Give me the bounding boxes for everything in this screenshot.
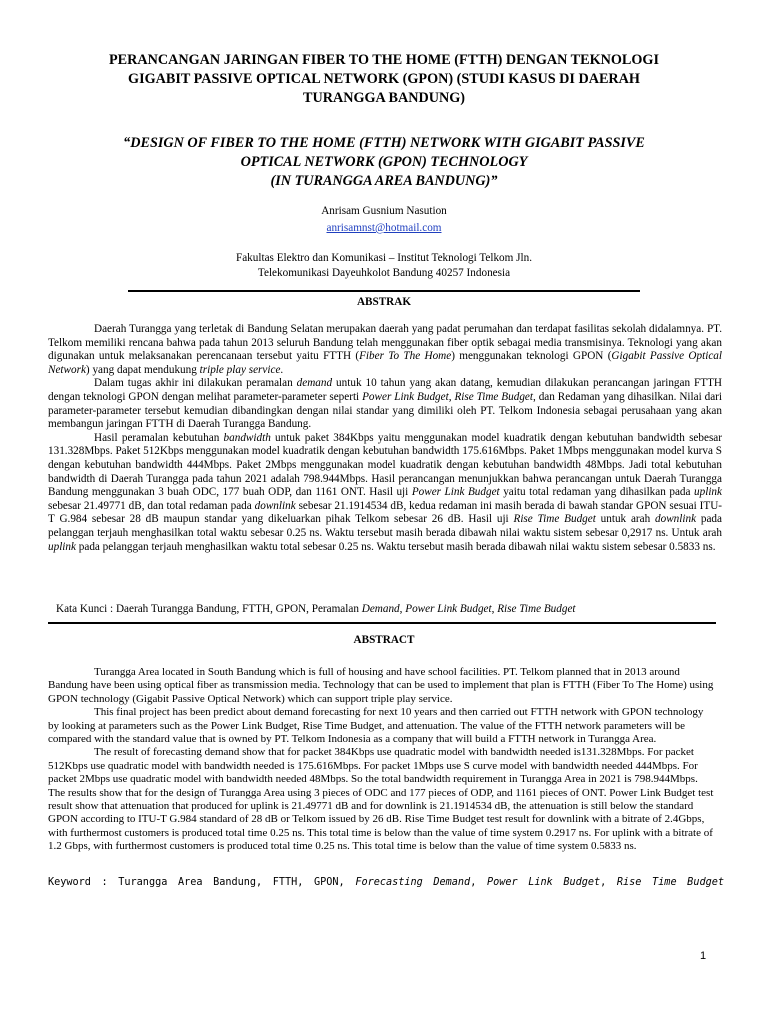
subtitle-line: OPTICAL NETWORK (GPON) TECHNOLOGY [240,154,528,170]
abstrak-body [48,323,722,554]
subtitle-line: “DESIGN OF FIBER TO THE HOME (FTTH) NETWORK WITH GIGABIT PASSIVE [123,135,645,151]
subtitle-line: (IN TURANGGA AREA BANDUNG)” [270,173,498,189]
abstrak-paragraph-2: Dalam tugas akhir ini dilakukan peramalan demand untuk 10 tahun yang akan datang, kemudian dilakukan perancangan jaringan FTTH dengan teknologi GPON dengan melihat parameter-parameter seperti Power Link Budget, Rise Time Budget, dan Redaman yang dihasilkan. Nilai dari parameter-parameter tersebut kemudian dibandingkan dengan nilai standar yang dimiliki oleh PT. Telkom Indonesia sebagai perusahaan yang akan membangun jaringan FTTH di Daerah Turangga Bandung. [48,377,723,431]
affiliation-line: Telekomunikasi Dayeuhkolot Bandung 40257 Indonesia [257,267,511,279]
author-name: Anrisam Gusnium Nasution [321,205,447,217]
affiliation-line: Fakultas Elektro dan Komunikasi – Institut Teknologi Telkom Jln. [235,252,533,264]
abstrak-paragraph-3: Hasil peramalan kebutuhan bandwidth untuk paket 384Kbps yaitu menggunakan model kuadratik dengan kebutuhan bandwidth sebesar 131.328Mbps. Paket 512Kbps menggunakan model kuadratik dengan kebutuhan bandwidth 175.616Mbps. Paket 1Mbps menggunakan model kurva S dengan kebutuhan bandwidth 444Mbps. Paket 2Mbps menggunakan model kuadratik dengan kebutuhan bandwidth 48Mbps. Jadi total kebutuhan bandwidth di Daerah Turangga pada tahun 2021 adalah 798.944Mbps. Hasil perancangan menunjukkan bahwa perancangan untuk Daerah Turangga Bandung menggunakan 3 buah ODC, 177 buah ODP, dan 1161 ONT. Hasil uji Power Link Budget yaitu total redaman yang dihasilkan pada uplink sebesar 21.49771 dB, dan total redaman pada downlink sebesar 21.1914534 dB, kedua redaman ini masih berada di bawah standar GPON sesuai ITU-T G.984 sebesar 28 dB maupun standar yang dikeluarkan pihak Telkom sebesar 26 dB. Hasil uji Rise Time Budget untuk arah downlink pada pelanggan terjauh menghasilkan total waktu sebesar 0.25 ns. Waktu tersebut masih berada dibawah nilai waktu sistem sebesar 0,2917 ns. Untuk arah uplink pada pelanggan terjauh menghasilkan waktu total sebesar 0.25 ns. Waktu tersebut masih berada dibawah nilai waktu sistem sebesar 0.5833 ns. [48,431,722,553]
abstrak-paragraph-1: Daerah Turangga yang terletak di Bandung Selatan merupakan daerah yang padat perumahan dan terdapat fasilitas sekolah didalamnya. PT. Telkom memiliki rencana bahwa pada tahun 2013 seluruh Bandung telah menggunakan fiber optik sebagai media transmisinya. Teknologi yang akan digunakan untuk melaksanakan perencanaan tersebut yaitu FTTH (Fiber To The Home) menggunakan teknologi GPON (Gigabit Passive Optical Network) yang dapat mendukung triple play service. [48,323,722,376]
abstract-heading: ABSTRACT [353,634,415,646]
abstract-paragraph-2: This final project has been predict about demand forecasting for next 10 years and then carried out FTTH network with GPON technology by looking at parameters such as the Power Link Budget, Rise Time Budget, and attenuation. The value of the FTTH network parameters will be compared with the standard value that is owned by PT. Telkom Indonesia as a company that will build a FTTH network in Turangga Area. [48,706,704,746]
abstract-body [48,666,716,854]
author-email-container [0,221,768,235]
abstract-keywords: Keyword : Turangga Area Bandung, FTTH, GPON, Forecasting Demand, Power Link Budget, Rise Time Budget [48,877,724,888]
paper-subtitle [60,134,708,191]
paper-title [60,51,708,108]
affiliation [0,251,768,281]
author-email-link[interactable]: anrisamnst@hotmail.com [326,222,442,234]
abstrak-keywords: Kata Kunci : Daerah Turangga Bandung, FTTH, GPON, Peramalan Demand, Power Link Budget, Rise Time Budget [56,603,576,615]
middle-divider [48,622,716,624]
top-divider [128,290,640,292]
abstrak-heading: ABSTRAK [356,296,412,308]
title-line: GIGABIT PASSIVE OPTICAL NETWORK (GPON) (STUDI KASUS DI DAERAH [128,71,640,87]
title-line: TURANGGA BANDUNG) [303,90,465,106]
title-line: PERANCANGAN JARINGAN FIBER TO THE HOME (FTTH) DENGAN TEKNOLOGI [109,52,659,68]
abstract-paragraph-3: The result of forecasting demand show that for packet 384Kbps use quadratic model with bandwidth needed is131.328Mbps. For packet 512Kbps use quadratic model with bandwidth needed is 175.616Mbps. For packet 1Mbps use S curve model with bandwidth needed 444Mbps. For packet 2Mbps use quadratic model with bandwidth needed 48Mbps. So the total bandwidth requirement in Turangga Area in 2021 is 798.944Mbps. The results show that for the design of Turangga Area using 3 pieces of ODC and 177 pieces of ODP, and 1161 pieces of ONT. Power Link Budget test result show that attenuation that produced for uplink is 21.49771 dB and for downlink is 21.1914534 dB, the attenuation is still below the standard GPON according to ITU-T G.984 standard of 28 dB or Telkom issued by 26 dB. Rise Time Budget test result for downlink with a bitrate of 2.4Gbps, with furthermost customers is produced total time 0.25 ns. This total time is below than the value of time system 0.2917 ns. For uplink with a bitrate of 1.2 Gbps, with furthermost customers is produced total time 0.25 ns. This total time is below than the value of time system 0.5833 ns. [48,746,714,853]
abstract-paragraph-1: Turangga Area located in South Bandung which is full of housing and have school facilities. PT. Telkom planned that in 2013 around Bandung have been using optical fiber as transmission media. Technology that can be used to implement that plan is FTTH (Fiber To The Home) using GPON technology (Gigabit Passive Optical Network) which can support triple play service. [48,666,714,705]
page-number: 1 [700,950,707,962]
